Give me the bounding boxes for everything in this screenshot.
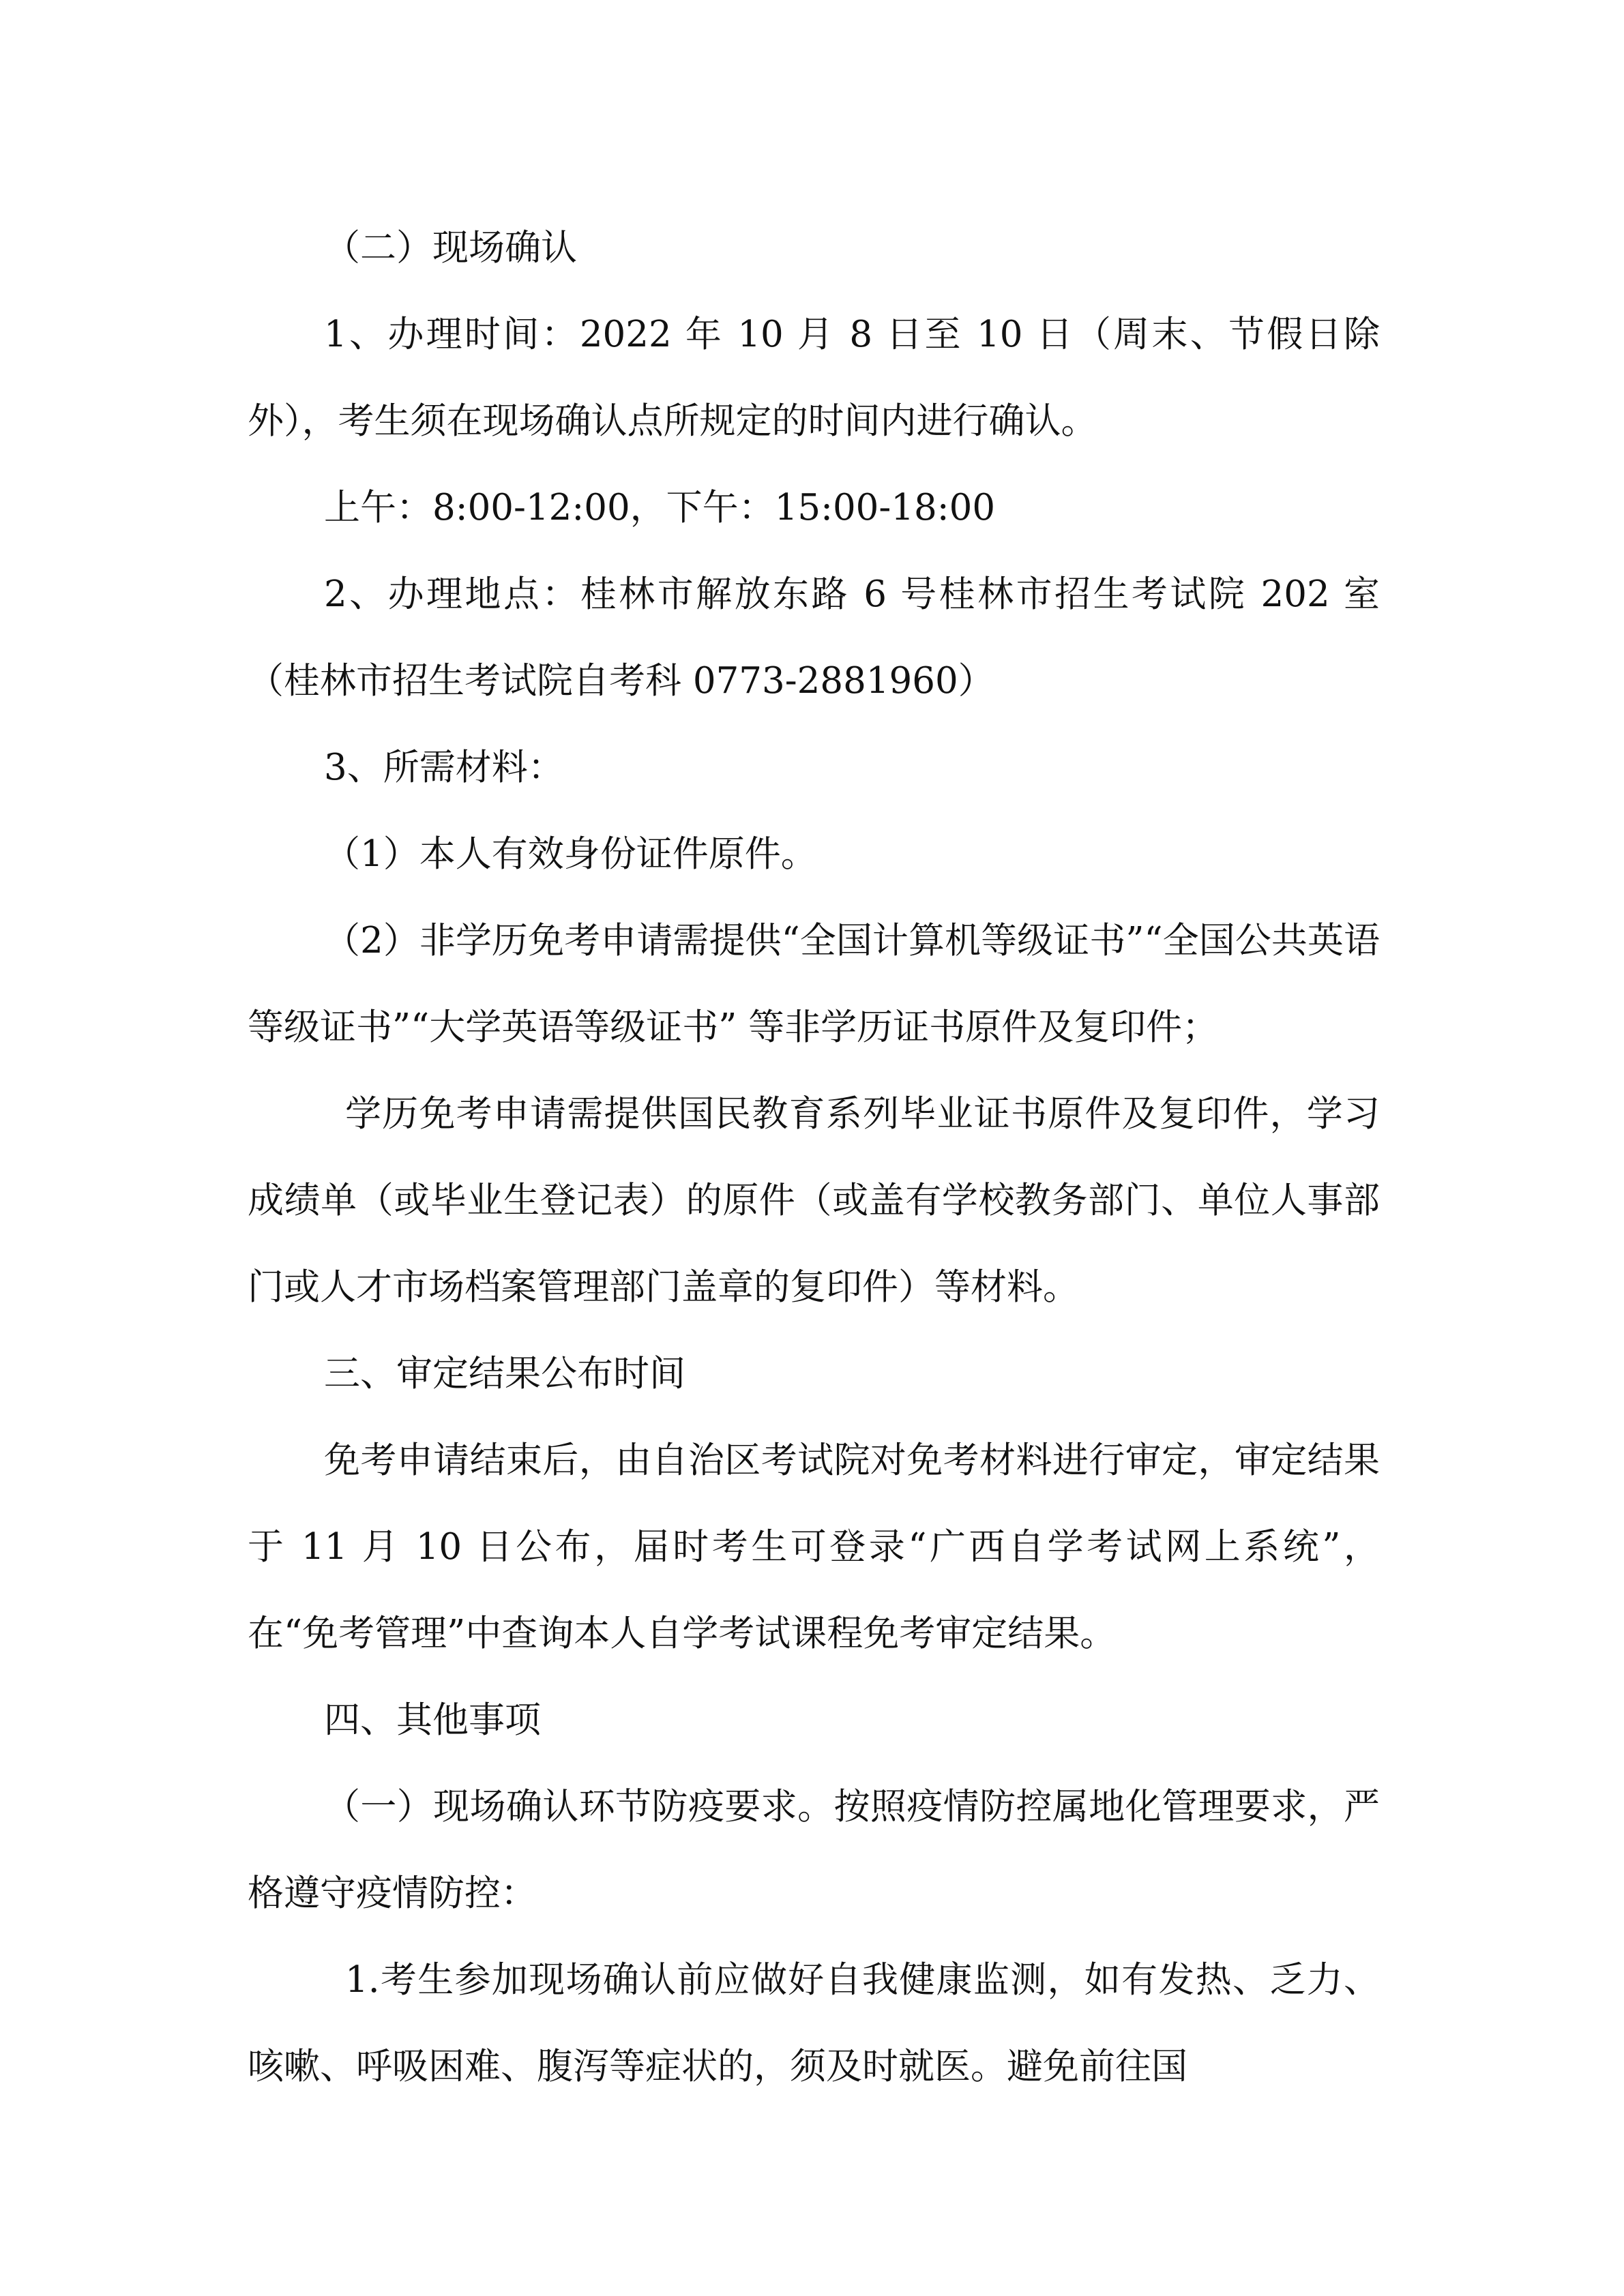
material-item-3: 学历免考申请需提供国民教育系列毕业证书原件及复印件，学习成绩单（或毕业生登记表）的原件（或盖有学校教务部门、单位人事部门或人才市场档案管理部门盖章的复印件）等材料。	[248, 1093, 1380, 1308]
handle-location-paragraph: 2、办理地点：桂林市解放东路 6 号桂林市招生考试院 202 室（桂林市招生考试院自考科 0773-2881960）	[248, 573, 1380, 702]
section-3-body: 免考申请结束后，由自治区考试院对免考材料进行审定，审定结果于 11 月 10 日公布，届时考生可登录“广西自学考试网上系统”，在“免考管理”中查询本人自学考试课程免考审定结果。	[248, 1440, 1380, 1654]
document-body	[248, 205, 1380, 2110]
confirm-heading: （二）现场确认	[324, 227, 577, 269]
handle-time-paragraph: 1、办理时间：2022 年 10 月 8 日至 10 日（周末、节假日除外），考生须在现场确认点所规定的时间内进行确认。	[248, 314, 1380, 442]
epidemic-item-1: 1.考生参加现场确认前应做好自我健康监测，如有发热、乏力、咳嗽、呼吸困难、腹泻等症状的，须及时就医。避免前往国	[248, 1959, 1380, 2087]
epidemic-heading: （一）现场确认环节防疫要求。按照疫情防控属地化管理要求，严格遵守疫情防控：	[248, 1786, 1380, 1914]
section-3-heading: 三、审定结果公布时间	[324, 1353, 685, 1395]
material-item-1: （1）本人有效身份证件原件。	[324, 833, 817, 875]
section-4-heading: 四、其他事项	[324, 1699, 541, 1741]
office-hours-paragraph: 上午：8:00-12:00，下午：15:00-18:00	[324, 487, 996, 528]
materials-heading: 3、所需材料：	[324, 747, 564, 788]
material-item-2: （2）非学历免考申请需提供“全国计算机等级证书”“全国公共英语等级证书”“大学英语等级证书” 等非学历证书原件及复印件；	[248, 920, 1380, 1048]
